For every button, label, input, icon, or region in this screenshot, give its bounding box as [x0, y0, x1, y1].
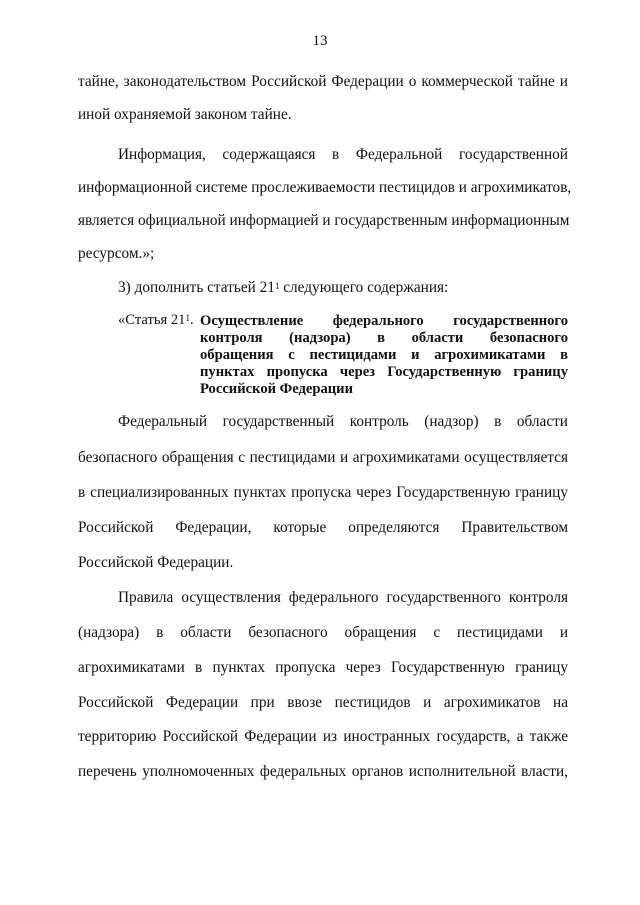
text-line: ресурсом.»; — [78, 245, 155, 262]
text-line: Российской Федерации. — [78, 554, 234, 571]
text-line: (надзора) в области безопасного обращения с пестицидами и — [78, 624, 568, 641]
text-line: территорию Российской Федерации из иностранных государств, а также — [78, 728, 568, 745]
article-heading-line: контроля (надзора) в области безопасного — [200, 330, 568, 346]
article-heading-line: обращения с пестицидами и агрохимикатами в — [200, 347, 568, 363]
text-line: Правила осуществления федерального государственного контроля — [118, 589, 568, 606]
article-heading-line: пунктах пропуска через Государственную границу — [200, 364, 568, 380]
text-line: перечень уполномоченных федеральных органов исполнительной власти, — [78, 763, 568, 780]
list-item: 3) дополнить статьей $21^1$ следующего содержания: — [118, 279, 449, 296]
page-number: 13 — [312, 33, 328, 49]
text-line: агрохимикатами в пунктах пропуска через Государственную границу — [78, 659, 568, 676]
text-line: Российской Федерации при ввозе пестицидов и агрохимикатов на — [78, 694, 568, 711]
article-heading-line: Осуществление федерального государственного — [200, 313, 568, 329]
text-line: безопасного обращения с пестицидами и агрохимикатами осуществляется — [78, 449, 568, 466]
superscript: 1 — [185, 313, 190, 323]
text-line: Федеральный государственный контроль (надзор) в области — [118, 413, 568, 430]
text-line: в специализированных пунктах пропуска через Государственную границу — [78, 484, 568, 501]
text-line: тайне, законодательством Российской Федерации о коммерческой тайне и — [78, 73, 568, 90]
text-line: Российской Федерации, которые определяются Правительством — [78, 519, 568, 536]
article-label: «Статья $21^1$. — [118, 312, 194, 328]
text-line: информационной системе прослеживаемости пестицидов и агрохимикатов, — [78, 179, 572, 196]
text-line: Информация, содержащаяся в Федеральной государственной — [118, 146, 568, 163]
text-line: является официальной информацией и государственным информационным — [78, 212, 570, 229]
article-heading-line: Российской Федерации — [200, 381, 353, 397]
superscript: 1 — [274, 281, 280, 291]
text-line: иной охраняемой законом тайне. — [78, 106, 292, 123]
